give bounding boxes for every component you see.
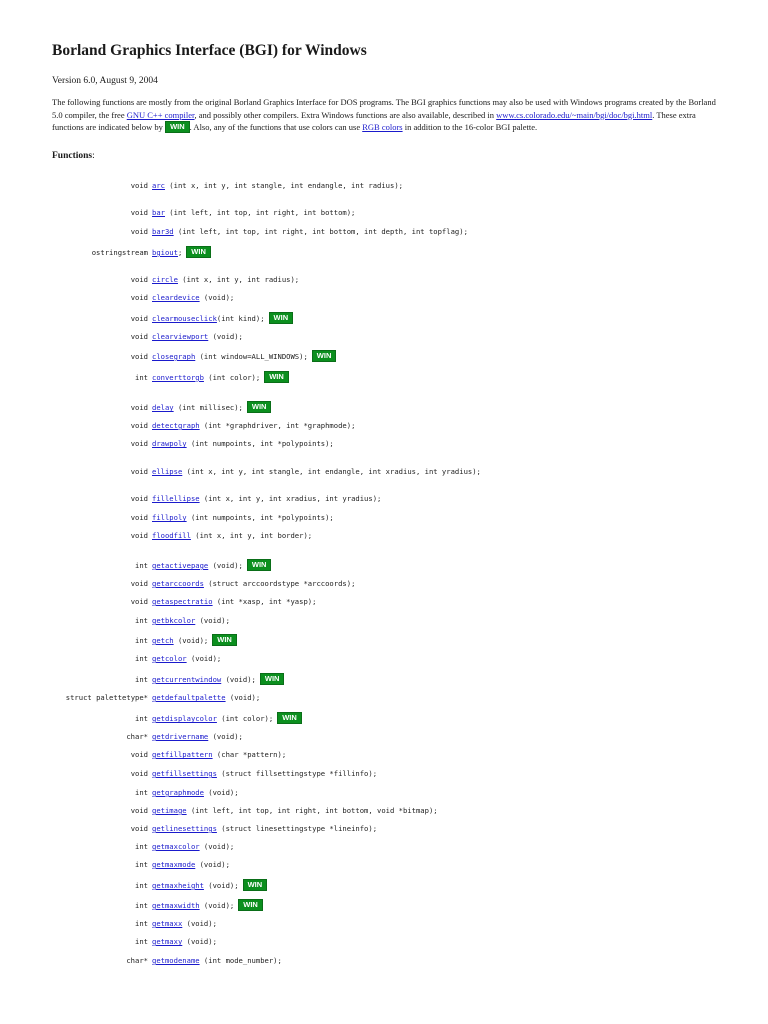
function-link[interactable]: fillellipse (152, 494, 200, 503)
function-args: (void); (208, 732, 243, 741)
function-row (40, 841, 234, 853)
function-link[interactable]: clearviewport (152, 332, 209, 341)
function-link[interactable]: arc (152, 181, 165, 190)
function-link[interactable]: getmodename (152, 956, 200, 965)
win-badge: WIN (312, 350, 337, 362)
function-row (40, 207, 355, 219)
win-badge: WIN (238, 899, 263, 911)
function-args: (void); (195, 616, 230, 625)
page-title: Borland Graphics Interface (BGI) for Windows (52, 42, 367, 59)
function-return-type: int (135, 860, 148, 869)
function-args: (void); (221, 675, 256, 684)
win-badge: WIN (247, 559, 272, 571)
function-args: (int x, int y, int stangle, int endangle, int radius); (164, 181, 403, 190)
function-row (40, 749, 286, 761)
function-link[interactable]: delay (152, 403, 174, 412)
function-row (40, 731, 243, 743)
function-return-type: void (130, 332, 148, 341)
function-row (40, 859, 230, 871)
function-link[interactable]: getmaxwidth (152, 901, 200, 910)
function-row (40, 292, 234, 304)
function-row (40, 634, 237, 646)
function-args: (int numpoints, int *polypoints); (186, 513, 334, 522)
function-row (40, 331, 243, 343)
function-link[interactable]: getch (152, 636, 174, 645)
function-row (40, 653, 221, 665)
functions-colon: : (92, 151, 95, 161)
function-return-type: void (130, 208, 148, 217)
win-badge: WIN (165, 121, 190, 133)
function-link[interactable]: bgiout (152, 248, 178, 257)
function-return-type: int (135, 788, 148, 797)
function-return-type: int (135, 842, 148, 851)
function-return-type: void (130, 181, 148, 190)
function-row (40, 596, 316, 608)
function-row (40, 512, 334, 524)
function-args: (void); (186, 654, 222, 663)
function-link[interactable]: detectgraph (152, 421, 200, 430)
function-row (40, 401, 271, 413)
function-link[interactable]: getmaxx (152, 919, 183, 928)
function-return-type: int (135, 636, 148, 645)
function-link[interactable]: circle (152, 275, 178, 284)
function-args: (void); (199, 842, 235, 851)
function-link[interactable]: getdefaultpalette (152, 693, 226, 702)
function-row (40, 879, 267, 891)
function-row (40, 350, 336, 362)
function-link[interactable]: getgraphmode (152, 788, 204, 797)
function-return-type: void (130, 597, 148, 606)
function-return-type: void (130, 579, 148, 588)
function-return-type: void (130, 494, 148, 503)
function-return-type: int (135, 675, 148, 684)
function-row (40, 712, 302, 724)
function-args: (int x, int y, int stangle, int endangle, int xradius, int yradius); (182, 467, 481, 476)
function-row (40, 466, 481, 478)
function-row (40, 768, 377, 780)
function-return-type: void (130, 439, 148, 448)
function-return-type: struct palettetype* (65, 693, 148, 702)
function-link[interactable]: cleardevice (152, 293, 200, 302)
function-row (40, 246, 211, 258)
function-link[interactable]: getmaxheight (152, 881, 204, 890)
function-args: (int left, int top, int right, int bottom, void *bitmap); (186, 806, 438, 815)
function-row (40, 955, 282, 967)
function-return-type: void (130, 467, 148, 476)
function-return-type: int (135, 561, 148, 570)
function-link[interactable]: getfillsettings (152, 769, 217, 778)
function-link[interactable]: drawpoly (152, 439, 187, 448)
rgb-colors-link[interactable]: RGB colors (362, 122, 403, 132)
function-return-type: void (130, 293, 148, 302)
function-link[interactable]: converttorgb (152, 373, 204, 382)
function-link[interactable]: getarccoords (152, 579, 204, 588)
win-badge: WIN (212, 634, 237, 646)
function-return-type: void (130, 421, 148, 430)
function-link[interactable]: getmaxmode (152, 860, 196, 869)
function-row (40, 936, 217, 948)
function-args: (int color); (216, 714, 274, 723)
function-args: (void); (203, 881, 239, 890)
function-link[interactable]: getlinesettings (152, 824, 217, 833)
function-link[interactable]: getmaxcolor (152, 842, 200, 851)
intro-text-1: The following functions are mostly from the original Borland Graphics Interface for DOS programs. The BGI graphics functions may also be used with Windows programs created by the Borland 5.0 compiler, the free (52, 97, 716, 120)
function-return-type: int (135, 901, 148, 910)
function-args: (char *pattern); (212, 750, 287, 759)
function-args: (int *xasp, int *yasp); (212, 597, 317, 606)
function-args: (int left, int top, int right, int bottom); (164, 208, 356, 217)
function-row (40, 615, 230, 627)
function-return-type: void (130, 275, 148, 284)
function-args: (void); (203, 788, 239, 797)
function-row (40, 899, 263, 911)
function-return-type: ostringstream (91, 248, 148, 257)
function-args: (void); (182, 937, 217, 946)
function-row (40, 692, 260, 704)
function-row (40, 918, 217, 930)
function-args: (void); (195, 860, 230, 869)
function-link[interactable]: getcurrentwindow (152, 675, 222, 684)
function-return-type: void (130, 314, 148, 323)
intro-paragraph (52, 96, 722, 134)
function-args: (int window=ALL_WINDOWS); (195, 352, 308, 361)
function-link[interactable]: getcolor (152, 654, 187, 663)
function-args: (int kind); (216, 314, 265, 323)
function-link[interactable]: getfillpattern (152, 750, 213, 759)
function-args: (void); (182, 919, 217, 928)
win-badge: WIN (243, 879, 268, 891)
function-link[interactable]: getdrivername (152, 732, 209, 741)
function-return-type: void (130, 227, 148, 236)
win-badge: WIN (277, 712, 302, 724)
function-return-type: int (135, 373, 148, 382)
function-link[interactable]: bar (152, 208, 165, 217)
function-return-type: void (130, 806, 148, 815)
intro-text-5: in addition to the 16-color BGI palette. (402, 122, 538, 132)
function-return-type: void (130, 750, 148, 759)
function-args: (int x, int y, int radius); (177, 275, 300, 284)
win-badge: WIN (186, 246, 211, 258)
function-row (40, 805, 438, 817)
function-args: (int x, int y, int border); (190, 531, 313, 540)
functions-label: Functions (52, 151, 93, 161)
function-return-type: void (130, 824, 148, 833)
function-link[interactable]: getactivepage (152, 561, 209, 570)
function-return-type: int (135, 919, 148, 928)
function-return-type: int (135, 937, 148, 946)
function-return-type: char* (126, 732, 148, 741)
function-args: (int color); (203, 373, 261, 382)
function-args: (void); (173, 636, 209, 645)
function-args: (void); (208, 332, 243, 341)
function-row (40, 787, 239, 799)
function-args: (int *graphdriver, int *graphmode); (199, 421, 356, 430)
function-args: ; (177, 248, 183, 257)
function-link[interactable]: closegraph (152, 352, 196, 361)
function-args: (struct arccoordstype *arccoords); (203, 579, 356, 588)
function-row (40, 493, 381, 505)
function-row (40, 559, 271, 571)
function-row (40, 226, 468, 238)
function-args: (void); (208, 561, 243, 570)
function-row (40, 420, 355, 432)
function-args: (void); (199, 293, 235, 302)
function-args: (void); (225, 693, 261, 702)
function-args: (int x, int y, int xradius, int yradius); (199, 494, 382, 503)
function-return-type: char* (126, 956, 148, 965)
function-return-type: void (130, 531, 148, 540)
function-link[interactable]: getbkcolor (152, 616, 196, 625)
function-return-type: int (135, 654, 148, 663)
function-return-type: void (130, 352, 148, 361)
functions-heading (52, 151, 95, 161)
function-row (40, 530, 312, 542)
gnu-compiler-link[interactable]: GNU C++ compiler (126, 109, 195, 120)
function-link[interactable]: getaspectratio (152, 597, 213, 606)
function-link[interactable]: clearmouseclick (152, 314, 217, 323)
function-args: (int numpoints, int *polypoints); (186, 439, 334, 448)
function-args: (int mode_number); (199, 956, 282, 965)
function-row (40, 578, 355, 590)
function-link[interactable]: bar3d (152, 227, 174, 236)
function-link[interactable]: ellipse (152, 467, 183, 476)
function-link[interactable]: getdisplaycolor (152, 714, 217, 723)
function-args: (struct linesettingstype *lineinfo); (216, 824, 378, 833)
win-badge: WIN (269, 312, 294, 324)
function-return-type: int (135, 616, 148, 625)
function-return-type: void (130, 769, 148, 778)
function-row (40, 180, 403, 192)
intro-text-3: . These extra functions are indicated below by (52, 109, 696, 132)
function-link[interactable]: getmaxy (152, 937, 183, 946)
function-args: (void); (199, 901, 235, 910)
function-return-type: int (135, 714, 148, 723)
function-args: (struct fillsettingstype *fillinfo); (216, 769, 378, 778)
function-row (40, 823, 377, 835)
version-line: Version 6.0, August 9, 2004 (52, 76, 158, 86)
bgi-doc-link[interactable]: www.cs.colorado.edu/~main/bgi/doc/bgi.html (496, 109, 653, 120)
function-row (40, 673, 284, 685)
function-row (40, 371, 289, 383)
intro-text-2: , and possibly other compilers. Extra Windows functions are also available, described in (194, 109, 497, 120)
win-badge: WIN (247, 401, 272, 413)
function-row (40, 438, 334, 450)
function-link[interactable]: fillpoly (152, 513, 187, 522)
function-return-type: void (130, 403, 148, 412)
intro-text-4: . Also, any of the functions that use colors can use (189, 122, 363, 132)
function-return-type: int (135, 881, 148, 890)
function-row (40, 274, 299, 286)
function-link[interactable]: floodfill (152, 531, 191, 540)
function-row (40, 312, 293, 324)
function-return-type: void (130, 513, 148, 522)
function-link[interactable]: getimage (152, 806, 187, 815)
win-badge: WIN (260, 673, 285, 685)
function-args: (int millisec); (173, 403, 243, 412)
win-badge: WIN (264, 371, 289, 383)
function-args: (int left, int top, int right, int bottom, int depth, int topflag); (173, 227, 468, 236)
